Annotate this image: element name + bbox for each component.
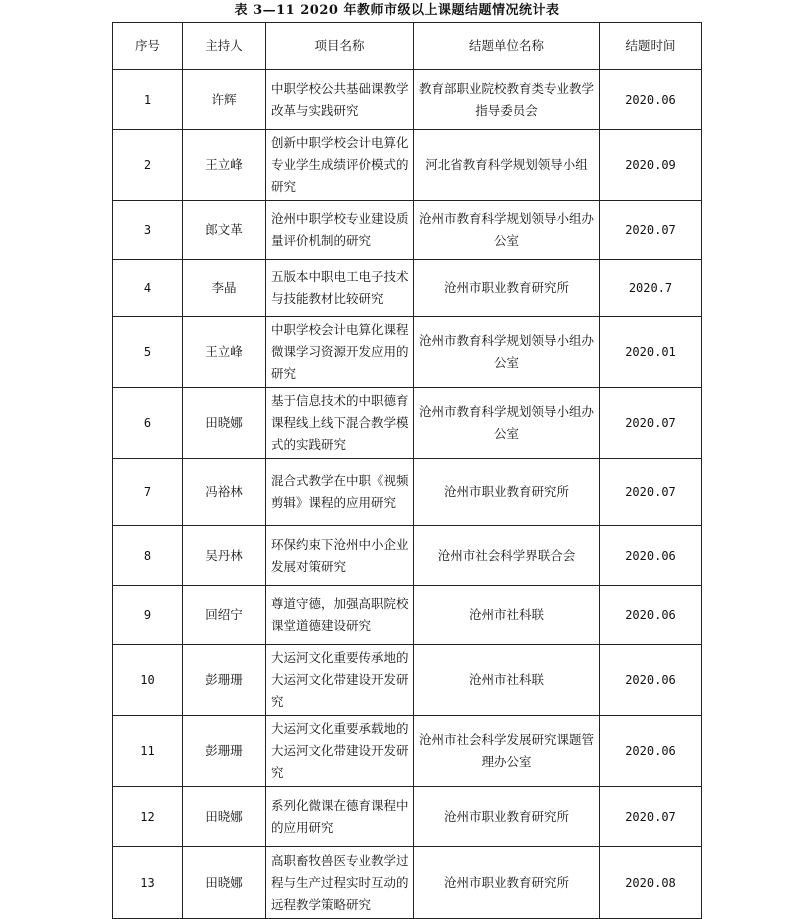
row-host: 田晓娜 [183,787,266,847]
table-row [113,586,702,645]
table-row [113,526,702,586]
row-unit: 教育部职业院校教育类专业教学指导委员会 [414,70,600,130]
table-row [113,787,702,847]
row-index: 10 [113,645,183,716]
row-index: 2 [113,130,183,201]
row-project: 五版本中职电工电子技术与技能教材比较研究 [266,260,414,317]
row-unit: 沧州市职业教育研究所 [414,847,600,919]
table-row [113,70,702,130]
row-unit: 沧州市社科联 [414,645,600,716]
row-index: 1 [113,70,183,130]
row-unit: 沧州市职业教育研究所 [414,787,600,847]
row-unit: 沧州市教育科学规划领导小组办公室 [414,388,600,459]
row-project: 中职学校会计电算化课程微课学习资源开发应用的研究 [266,317,414,388]
header-date: 结题时间 [600,23,702,70]
row-host: 彭珊珊 [183,716,266,787]
header-index: 序号 [113,23,183,70]
row-project: 沧州中职学校专业建设质量评价机制的研究 [266,201,414,260]
row-host: 田晓娜 [183,388,266,459]
row-date: 2020.06 [600,70,702,130]
row-date: 2020.07 [600,201,702,260]
row-date: 2020.06 [600,645,702,716]
row-host: 彭珊珊 [183,645,266,716]
row-host: 李晶 [183,260,266,317]
row-host: 王立峰 [183,317,266,388]
row-project: 大运河文化重要传承地的大运河文化带建设开发研究 [266,645,414,716]
row-unit: 沧州市社会科学界联合会 [414,526,600,586]
row-date: 2020.01 [600,317,702,388]
table-row [113,459,702,526]
row-project: 环保约束下沧州中小企业发展对策研究 [266,526,414,586]
table-row [113,260,702,317]
row-index: 9 [113,586,183,645]
row-project: 尊道守德，加强高职院校课堂道德建设研究 [266,586,414,645]
row-host: 冯裕林 [183,459,266,526]
row-index: 12 [113,787,183,847]
row-unit: 沧州市职业教育研究所 [414,260,600,317]
row-host: 许辉 [183,70,266,130]
row-date: 2020.07 [600,459,702,526]
row-unit: 沧州市社科联 [414,586,600,645]
row-unit: 沧州市教育科学规划领导小组办公室 [414,317,600,388]
row-unit: 河北省教育科学规划领导小组 [414,130,600,201]
table-row [113,716,702,787]
row-date: 2020.07 [600,388,702,459]
row-date: 2020.08 [600,847,702,919]
row-project: 大运河文化重要承载地的大运河文化带建设开发研究 [266,716,414,787]
row-date: 2020.7 [600,260,702,317]
row-project: 中职学校公共基础课教学改革与实践研究 [266,70,414,130]
row-project: 混合式教学在中职《视频剪辑》课程的应用研究 [266,459,414,526]
statistics-table [112,22,702,919]
row-date: 2020.06 [600,526,702,586]
row-index: 4 [113,260,183,317]
table-row [113,130,702,201]
row-host: 郎文革 [183,201,266,260]
row-host: 王立峰 [183,130,266,201]
table-header-row [113,23,702,70]
page-title: 表 3—11 2020 年教师市级以上课题结题情况统计表 [234,3,560,18]
row-date: 2020.06 [600,586,702,645]
table-row [113,388,702,459]
row-project: 系列化微课在德育课程中的应用研究 [266,787,414,847]
table-row [113,201,702,260]
row-date: 2020.09 [600,130,702,201]
row-index: 3 [113,201,183,260]
row-host: 田晓娜 [183,847,266,919]
table-row [113,317,702,388]
row-index: 5 [113,317,183,388]
header-host: 主持人 [183,23,266,70]
row-project: 基于信息技术的中职德育课程线上线下混合教学模式的实践研究 [266,388,414,459]
row-unit: 沧州市社会科学发展研究课题管理办公室 [414,716,600,787]
row-unit: 沧州市教育科学规划领导小组办公室 [414,201,600,260]
header-unit: 结题单位名称 [414,23,600,70]
row-project: 创新中职学校会计电算化专业学生成绩评价模式的研究 [266,130,414,201]
row-index: 8 [113,526,183,586]
row-index: 6 [113,388,183,459]
table-row [113,645,702,716]
row-unit: 沧州市职业教育研究所 [414,459,600,526]
row-host: 回绍宁 [183,586,266,645]
row-index: 13 [113,847,183,919]
header-project: 项目名称 [266,23,414,70]
row-index: 7 [113,459,183,526]
row-date: 2020.07 [600,787,702,847]
table-row [113,847,702,919]
row-index: 11 [113,716,183,787]
row-date: 2020.06 [600,716,702,787]
row-host: 吴丹林 [183,526,266,586]
row-project: 高职畜牧兽医专业教学过程与生产过程实时互动的远程教学策略研究 [266,847,414,919]
